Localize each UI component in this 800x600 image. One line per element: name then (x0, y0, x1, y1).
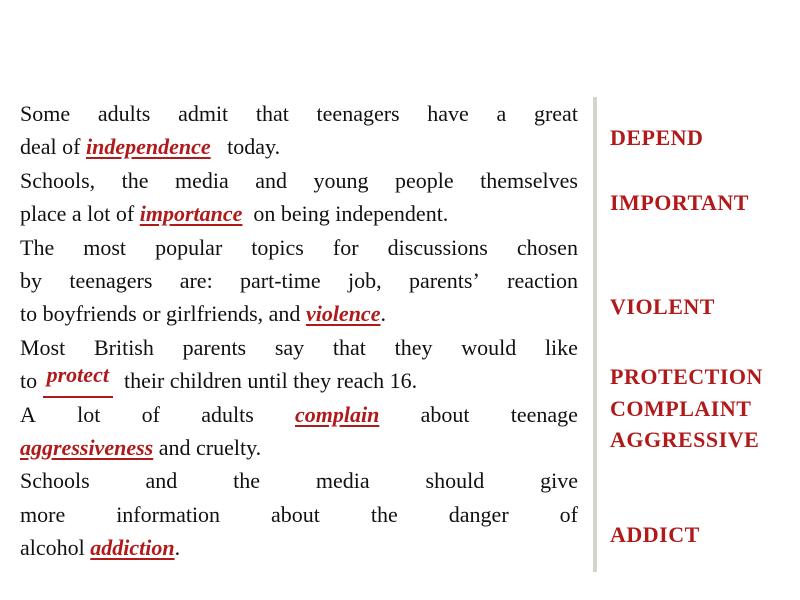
word: adults (201, 401, 254, 427)
text-line (20, 398, 578, 431)
word: danger (448, 501, 509, 527)
text-line (20, 164, 578, 197)
word: job, (347, 267, 382, 293)
word: about (271, 501, 320, 527)
word: part-time (240, 267, 321, 293)
text-segment: place a lot of (20, 201, 135, 227)
text-line (20, 97, 578, 130)
text-line (20, 231, 578, 264)
word: the (121, 167, 149, 193)
keyword-protection: PROTECTION (610, 364, 763, 389)
text-line (20, 264, 578, 297)
word: people (395, 167, 454, 193)
text-line (20, 431, 578, 464)
word: the (370, 501, 398, 527)
answer-addiction: addiction (90, 535, 175, 561)
word: more (20, 501, 66, 527)
text-segment: their children until they reach 16. (123, 368, 418, 394)
answer-aggressiveness: aggressiveness (20, 434, 154, 460)
word: that (332, 334, 366, 360)
text-segment: . (380, 301, 386, 327)
word: Schools (20, 468, 90, 494)
text-segment: and cruelty. (158, 434, 262, 460)
word: Most (20, 334, 66, 360)
word: parents’ (408, 267, 480, 293)
word: chosen (516, 234, 578, 260)
word: would (461, 334, 517, 360)
word: the (233, 468, 261, 494)
text-line (20, 498, 578, 531)
exercise-text (20, 97, 578, 564)
answer-independence: independence (85, 134, 211, 160)
word: give (540, 468, 578, 494)
word: Schools, (20, 167, 96, 193)
text-line (20, 297, 578, 330)
word: lot (77, 401, 101, 427)
word: and (145, 468, 178, 494)
word: are: (179, 267, 213, 293)
word: popular (155, 234, 223, 260)
word: great (533, 101, 578, 126)
word: British (93, 334, 154, 360)
word: discussions (387, 234, 488, 260)
word: teenage (510, 401, 578, 427)
word: of (141, 401, 160, 427)
word: most (83, 234, 127, 260)
word: Some (20, 101, 71, 126)
word: A (20, 401, 36, 427)
text-segment: alcohol (20, 535, 85, 561)
word: of (559, 501, 578, 527)
text-segment: on being independent. (253, 201, 449, 227)
word: teenagers (69, 267, 153, 293)
word: that (255, 101, 289, 126)
answer-violence: violence (305, 301, 381, 327)
word: say (274, 334, 305, 360)
text-line (20, 531, 578, 564)
word: and (255, 167, 288, 193)
keyword-violent: VIOLENT (610, 294, 715, 319)
vertical-divider (593, 97, 597, 572)
text-segment: deal of (20, 134, 81, 160)
answer-importance: importance (139, 201, 243, 227)
answer-complain: complain (295, 401, 380, 427)
word: reaction (507, 267, 578, 293)
word: parents (182, 334, 247, 360)
word: information (116, 501, 221, 527)
word: topics (251, 234, 304, 260)
text-segment: to (20, 368, 38, 394)
word: a (496, 101, 507, 126)
word: for (332, 234, 359, 260)
word: have (427, 101, 469, 126)
keyword-depend: DEPEND (610, 125, 704, 150)
keyword-complaint: COMPLAINT (610, 396, 752, 421)
word: young (313, 167, 369, 193)
text-segment: to boyfriends or girlfriends, and (20, 301, 301, 327)
word: The (20, 234, 55, 260)
keyword-important: IMPORTANT (610, 190, 749, 215)
word: teenagers (316, 101, 400, 126)
word: like (544, 334, 578, 360)
text-segment: . (174, 535, 181, 561)
word: media (175, 167, 229, 193)
text-line (20, 197, 578, 230)
text-line (20, 364, 578, 397)
word: themselves (480, 167, 578, 193)
keyword-aggressive: AGGRESSIVE (610, 427, 760, 452)
text-line (20, 130, 578, 163)
word: about (420, 401, 470, 427)
word: adults (97, 101, 151, 126)
word: by (20, 267, 42, 293)
word: admit (178, 101, 229, 126)
keyword-addict: ADDICT (610, 522, 700, 547)
answer-protect: protect (43, 364, 113, 397)
word: media (315, 468, 370, 494)
text-line (20, 331, 578, 364)
word: they (394, 334, 433, 360)
text-segment: today. (227, 134, 281, 160)
word: should (425, 468, 485, 494)
text-line (20, 464, 578, 497)
